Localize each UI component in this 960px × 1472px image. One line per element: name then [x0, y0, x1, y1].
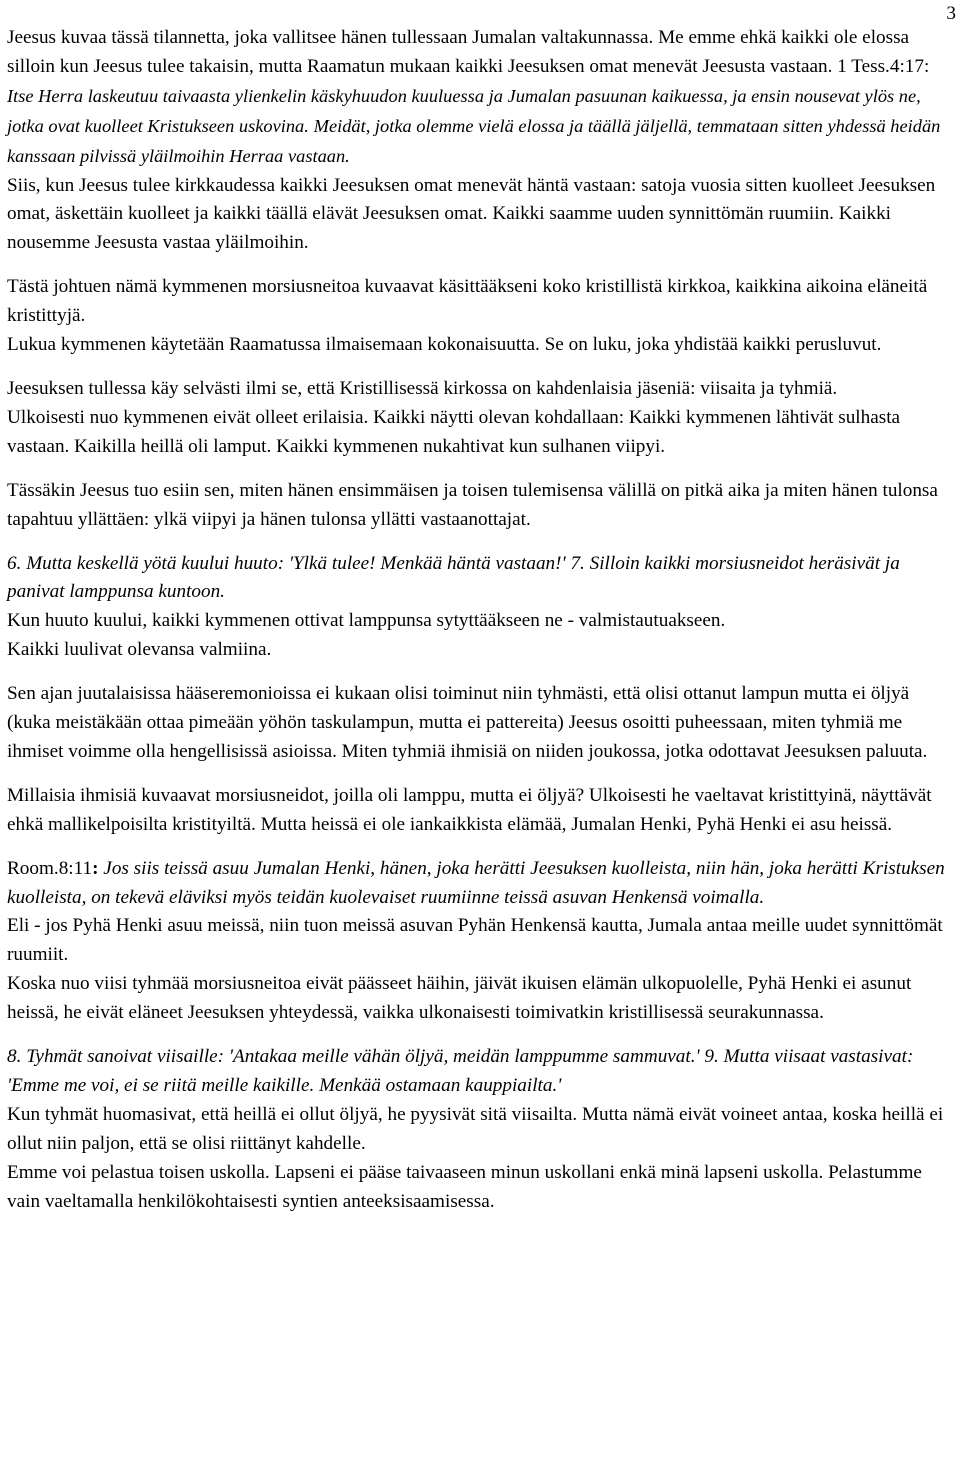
document-body — [7, 24, 953, 1217]
paragraph-text: Lukua kymmenen käytetään Raamatussa ilmaisemaan kokonaisuutta. Se on luku, joka yhdistää kaikki perusluvut. — [7, 334, 882, 356]
paragraph-text: Ulkoisesti nuo kymmenen eivät olleet erilaisia. Kaikki näytti olevan kohdallaan: Kaikki kymmenen lähtivät sulhasta vastaan. Kaikilla heillä oli lamput. Kaikki kymmenen nukahtivat kun sulhanen viipyi. — [7, 406, 901, 457]
paragraph-text: Emme voi pelastua toisen uskolla. Lapseni ei pääse taivaaseen minun uskollani enkä minä lapseni uskolla. Pelastumme vain vaeltamalla henkilökohtaisesti syntien anteeksisaamisessa. — [7, 1161, 922, 1212]
paragraph-roomalaiskirje — [7, 855, 953, 1028]
page-number: 3 — [946, 3, 956, 24]
bible-reference: 1 Tess.4:17: — [837, 55, 930, 77]
bible-quote: Itse Herra laskeutuu taivaasta ylienkelin käskyhuudon kuuluessa ja Jumalan pasuunan kaikuessa, ja ensin nousevat ylös ne, jotka ovat kuolleet Kristukseen uskovina. — [7, 85, 921, 136]
paragraph-text — [7, 855, 953, 913]
paragraph-tessalonikalaiskirje — [7, 24, 953, 258]
paragraph-morsiusneidot — [7, 782, 953, 840]
reference-colon: : — [92, 857, 99, 879]
paragraph-text: Tästä johtuen nämä kymmenen morsiusneitoa kuvaavat käsittääkseni koko kristillistä kirkkoa, kaikkina aikoina eläneitä kristittyjä. — [7, 276, 928, 327]
paragraph-text: Millaisia ihmisiä kuvaavat morsiusneidot, joilla oli lamppu, mutta ei öljyä? Ulkoisesti he vaeltavat kristittyinä, näyttävät ehkä mallikelpoisilta kristityiltä. Mutta heissä ei ole iankaikkista elämää, Jumalan Henki, Pyhä Henki ei asu heissä. — [7, 784, 932, 835]
paragraph-tulemiset — [7, 477, 953, 535]
bible-verse: 8. Tyhmät sanoivat viisaille: 'Antakaa meille vähän öljyä, meidän lamppumme sammuvat.' 9. Mutta viisaat vastasivat: 'Emme me voi, ei se riitä meille kaikille. Menkää ostamaan kauppiailta.' — [7, 1046, 914, 1096]
paragraph-text: Tässäkin Jeesus tuo esiin sen, miten hänen ensimmäisen ja toisen tulemisensa välillä on pitkä aika ja miten hänen tulonsa tapahtuu yllättäen: ylkä viipyi ja hänen tulonsa yllätti vastaanottajat. — [7, 479, 938, 530]
paragraph-kymmenen — [7, 273, 953, 360]
bible-quote: Meidät, jotka olemme vielä elossa ja täällä jäljellä, temmataan sitten yhdessä heidän kanssaan pilvissä yläilmoihin Herraa vastaan. — [7, 115, 941, 166]
paragraph-text: Kun huuto kuului, kaikki kymmenen ottivat lamppunsa sytyttääkseen ne - valmistautuakseen. — [7, 610, 726, 632]
paragraph-huuto — [7, 550, 953, 666]
paragraph-text: Sen ajan juutalaisissa hääseremonioissa ei kukaan olisi toiminut niin tyhmästi, että olisi ottanut lampun mutta ei öljyä (kuka meistäkään ottaa pimeään yöhön taskulampun, mutta ei pattereita) Jeesus osoitti puheessaan, miten tyhmiä me ihmiset voimme olla hengellisissä asioissa. Miten tyhmiä ihmisiä on niiden joukossa, jotka odottavat Jeesuksen paluuta. — [7, 683, 928, 762]
paragraph-text: Siis, kun Jeesus tulee kirkkaudessa kaikki Jeesuksen omat menevät häntä vastaan: satoja vuosia sitten kuolleet Jeesuksen omat, äskettäin kuolleet ja kaikki täällä elävät Jeesuksen omat. Kaikki saamme uuden synnittömän ruumiin. Kaikki nousemme Jeesusta vastaa yläilmoihin. — [7, 174, 936, 254]
paragraph-text: Koska nuo viisi tyhmää morsiusneitoa eivät päässeet häihin, jäivät ikuisen elämän ulkopuolelle, Pyhä Henki ei asunut heissä, he eivät eläneet Jeesuksen yhteydessä, vaikka ulkonaisesti toimivatkin kristillisessä seurakunnassa. — [7, 973, 912, 1024]
paragraph-text — [7, 24, 953, 172]
paragraph-text: Kun tyhmät huomasivat, että heillä ei ollut öljyä, he pyysivät sitä viisailta. Mutta nämä eivät voineet antaa, koska heillä ei ollut niin paljon, että se olisi riittänyt kahdelle. — [7, 1103, 944, 1154]
bible-reference: Room.8:11 — [7, 857, 93, 879]
bible-quote: Jos siis teissä asuu Jumalan Henki, hänen, joka herätti Jeesuksen kuolleista, niin hän, joka herätti Kristuksen kuolleista, on tekevä eläviksi myös teidän kuolevaiset ruumiinne teissä asuvan Henkensä voimalla. — [7, 857, 945, 908]
paragraph-oljy — [7, 1043, 953, 1216]
paragraph-text: Kaikki luulivat olevansa valmiina. — [7, 639, 272, 661]
text-run: Jeesus kuvaa tässä tilannetta, joka vallitsee hänen tullessaan Jumalan valtakunnassa. Me emme ehkä kaikki ole elossa silloin kun Jeesus tulee takaisin, mutta Raamatun mukaan kaikki Jeesuksen omat menevät Jeesusta vastaan. — [7, 27, 910, 77]
paragraph-text: Jeesuksen tullessa käy selvästi ilmi se, että Kristillisessä kirkossa on kahdenlaisia jäseniä: viisaita ja tyhmiä. — [7, 377, 838, 399]
bible-verse: 6. Mutta keskellä yötä kuului huuto: 'Ylkä tulee! Menkää häntä vastaan!' 7. Silloin kaikki morsiusneidot heräsivät ja panivat lamppunsa kuntoon. — [7, 552, 900, 603]
paragraph-text: Eli - jos Pyhä Henki asuu meissä, niin tuon meissä asuvan Pyhän Henkensä kautta, Jumala antaa meille uudet synnittömät ruumiit. — [7, 915, 943, 966]
paragraph-hääseremoniat — [7, 680, 953, 767]
paragraph-jasenet — [7, 375, 953, 462]
